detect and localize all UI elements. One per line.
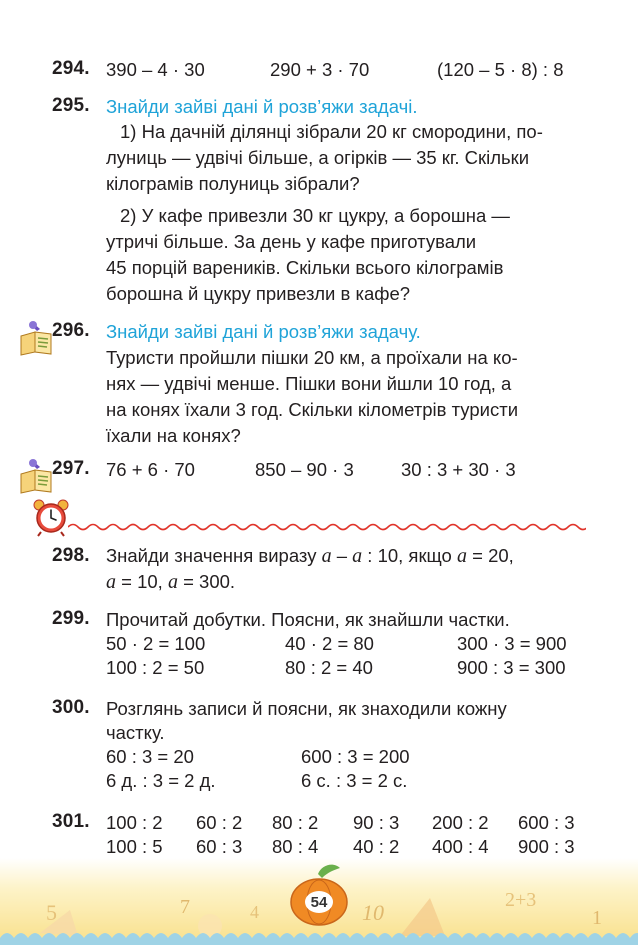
problem-number-297: 297.: [52, 458, 90, 479]
p300-r1-c2: 600 : 3 = 200: [301, 746, 410, 767]
var-a-5: a: [167, 571, 178, 593]
p300-task-l1: Розглянь записи й поясни, як знаходили кожну: [106, 698, 507, 719]
p301-r2-c3: 80 : 4: [272, 836, 319, 857]
p295-t2-l1: 2) У кафе привезли 30 кг цукру, а борошна —: [120, 205, 510, 226]
p299-r1-c3: 300 · 3 = 900: [457, 633, 567, 654]
wavy-divider: [68, 522, 586, 532]
deco-digit-3: 4: [250, 902, 259, 922]
expr-297-1: 76 + 6 · 70: [106, 459, 195, 480]
p301-r1-c3: 80 : 2: [272, 812, 319, 833]
p295-t2-l2: утричі більше. За день у кафе приготували: [106, 231, 477, 252]
p301-r1-c2: 60 : 2: [196, 812, 243, 833]
expr-297-3: 30 : 3 + 30 · 3: [401, 459, 516, 480]
p295-t1-l3: кілограмів полуниць зібрали?: [106, 173, 360, 194]
p301-r1-c1: 100 : 2: [106, 812, 163, 833]
problem-number-300: 300.: [52, 697, 90, 718]
p301-r2-c4: 40 : 2: [353, 836, 400, 857]
problem-number-295: 295.: [52, 95, 90, 116]
p298-line1: [106, 545, 514, 568]
p296-l3: на конях їхали 3 год. Скільки кілометрів туристи: [106, 399, 519, 420]
p295-t2-l4: борошна й цукру привезли в кафе?: [106, 283, 411, 304]
p298-text-e: = 10,: [116, 571, 168, 592]
p301-r2-c2: 60 : 3: [196, 836, 243, 857]
expr-294-2: 290 + 3 · 70: [270, 59, 370, 80]
p299-r1-c1: 50 · 2 = 100: [106, 633, 206, 654]
p298-text-a: Знайди значення виразу: [106, 545, 322, 566]
p301-r2-c1: 100 : 5: [106, 836, 163, 857]
problem-number-301: 301.: [52, 811, 90, 832]
p298-text-d: = 20,: [467, 545, 514, 566]
book-pen-icon: [18, 318, 54, 356]
problem-number-296: 296.: [52, 320, 90, 341]
p295-t2-l3: 45 порцій вареників. Скільки всього кілограмів: [106, 257, 504, 278]
p301-r1-c5: 200 : 2: [432, 812, 489, 833]
alarm-clock-icon: [30, 497, 72, 537]
p301-r1-c4: 90 : 3: [353, 812, 400, 833]
p301-r2-c5: 400 : 4: [432, 836, 489, 857]
p300-task-l2: частку.: [106, 722, 165, 743]
deco-digit-1: 5: [46, 900, 57, 925]
p296-l4: їхали на конях?: [106, 425, 241, 446]
p298-line2: [106, 571, 235, 594]
deco-digit-5: 2+3: [505, 889, 537, 911]
task-296: Знайди зайві дані й розв’яжи задачу.: [106, 321, 421, 342]
problem-number-298: 298.: [52, 545, 90, 566]
p301-r2-c6: 900 : 3: [518, 836, 575, 857]
p300-r2-c2: 6 с. : 3 = 2 с.: [301, 770, 408, 791]
p299-r2-c3: 900 : 3 = 300: [457, 657, 566, 678]
problem-number-294: 294.: [52, 58, 90, 79]
p298-text-c: : 10, якщо: [362, 545, 457, 566]
p300-r1-c1: 60 : 3 = 20: [106, 746, 194, 767]
deco-digit-2: 7: [180, 896, 190, 918]
task-299: Прочитай добутки. Поясни, як знайшли частки.: [106, 609, 510, 630]
p296-l2: нях — удвічі менше. Пішки вони йшли 10 год, а: [106, 373, 512, 394]
p295-t1-l1: 1) На дачній ділянці зібрали 20 кг смородини, по-: [120, 121, 543, 142]
page-number: 54: [310, 894, 328, 911]
task-295: Знайди зайві дані й розв’яжи задачі.: [106, 96, 418, 117]
p300-r2-c1: 6 д. : 3 = 2 д.: [106, 770, 216, 791]
p299-r1-c2: 40 · 2 = 80: [285, 633, 374, 654]
p295-t1-l2: луниць — удвічі більше, а огірків — 35 кг. Скільки: [106, 147, 530, 168]
deco-digit-6: 1: [592, 907, 602, 929]
var-a-3: a: [457, 545, 467, 567]
var-a-2: a: [352, 545, 363, 567]
expr-294-3: (120 – 5 · 8) : 8: [437, 59, 564, 80]
p299-r2-c2: 80 : 2 = 40: [285, 657, 373, 678]
expr-297-2: 850 – 90 · 3: [255, 459, 354, 480]
p296-l1: Туристи пройшли пішки 20 км, а проїхали на ко-: [106, 347, 518, 368]
p299-r2-c1: 100 : 2 = 50: [106, 657, 205, 678]
var-a-1: a: [321, 545, 332, 567]
deco-digit-4: 10: [362, 900, 384, 925]
p301-r1-c6: 600 : 3: [518, 812, 575, 833]
book-pen-icon-2: [18, 456, 54, 494]
expr-294-1: 390 – 4 · 30: [106, 59, 205, 80]
problem-number-299: 299.: [52, 608, 90, 629]
var-a-4: a: [106, 571, 116, 593]
p298-text-b: –: [331, 545, 353, 566]
p298-text-f: = 300.: [177, 571, 236, 592]
